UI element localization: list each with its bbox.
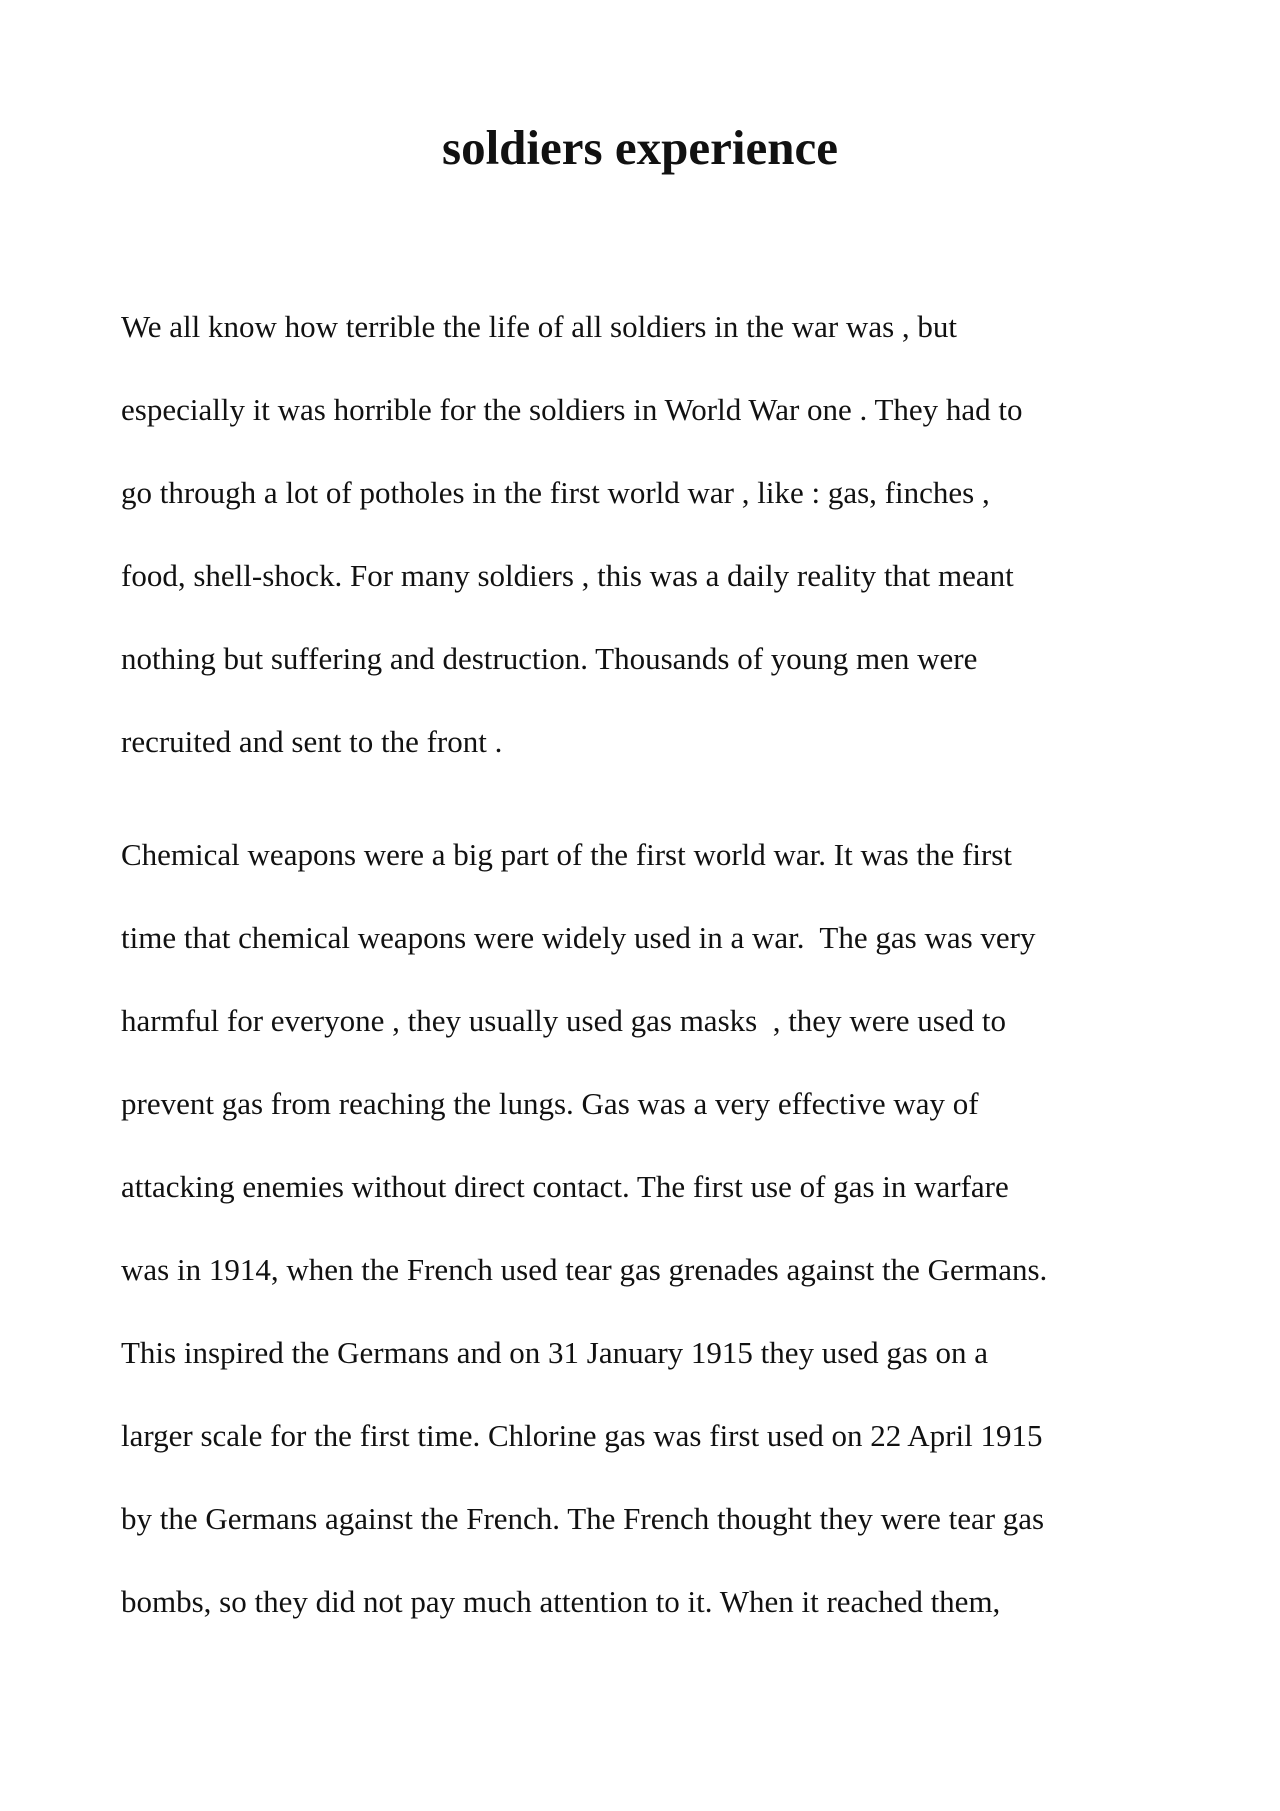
text-line: larger scale for the first time. Chlorine gas was first used on 22 April 1915	[121, 1418, 1043, 1453]
text-line: was in 1914, when the French used tear gas grenades against the Germans.	[121, 1252, 1048, 1287]
text-line: time that chemical weapons were widely used in a war. The gas was very	[121, 920, 1036, 955]
text-line: nothing but suffering and destruction. Thousands of young men were	[121, 641, 978, 676]
text-line: Chemical weapons were a big part of the first world war. It was the first	[121, 837, 1012, 872]
paragraph-intro	[121, 285, 1181, 783]
text-line: attacking enemies without direct contact. The first use of gas in warfare	[121, 1169, 1009, 1204]
text-line: bombs, so they did not pay much attention to it. When it reached them,	[121, 1584, 1001, 1619]
text-line: food, shell-shock. For many soldiers , this was a daily reality that meant	[121, 558, 1014, 593]
text-line: by the Germans against the French. The French thought they were tear gas	[121, 1501, 1045, 1536]
text-line: harmful for everyone , they usually used gas masks , they were used to	[121, 1003, 1006, 1038]
text-line: especially it was horrible for the soldiers in World War one . They had to	[121, 392, 1023, 427]
text-line: This inspired the Germans and on 31 January 1915 they used gas on a	[121, 1335, 988, 1370]
page-title: soldiers experience	[442, 120, 838, 175]
text-line: We all know how terrible the life of all soldiers in the war was , but	[121, 309, 958, 344]
text-line: recruited and sent to the front .	[121, 724, 503, 759]
text-line: prevent gas from reaching the lungs. Gas was a very effective way of	[121, 1086, 979, 1121]
text-line: go through a lot of potholes in the first world war , like : gas, finches ,	[121, 475, 990, 510]
paragraph-chemical-weapons	[121, 813, 1181, 1643]
